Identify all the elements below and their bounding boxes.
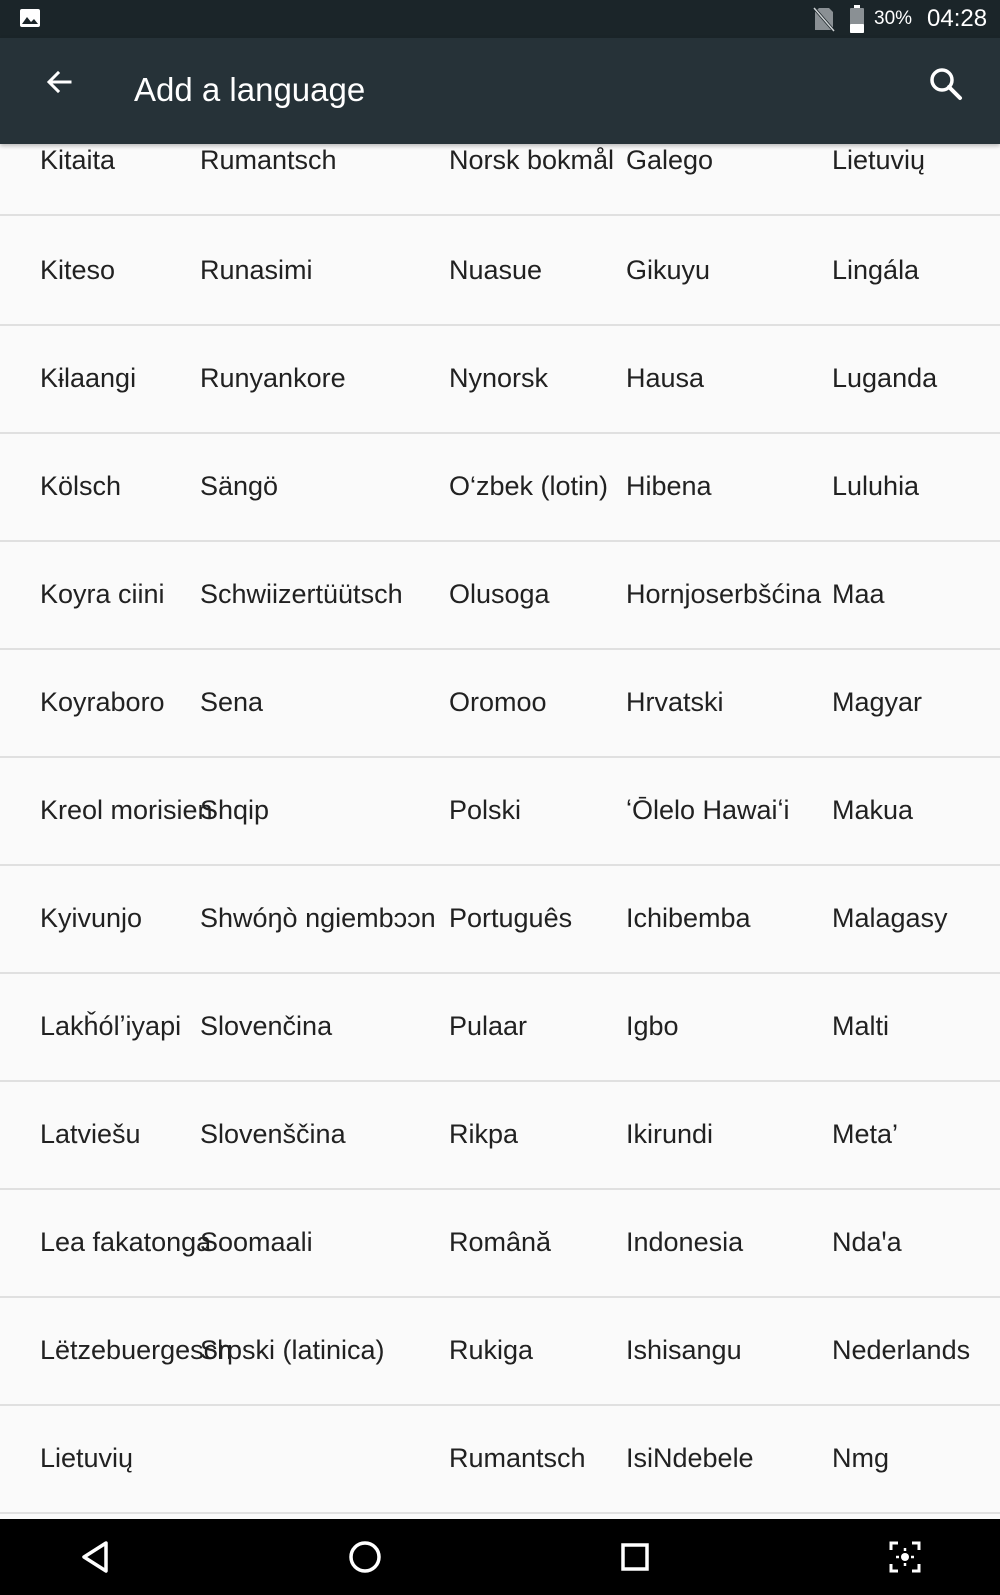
language-item[interactable]: Srpski (latinica): [200, 1335, 385, 1365]
language-item[interactable]: Luganda: [832, 363, 938, 393]
language-item[interactable]: Nederlands: [832, 1335, 971, 1365]
back-triangle-icon[interactable]: [74, 1535, 118, 1579]
language-item[interactable]: Koyra ciini: [40, 579, 165, 609]
language-item[interactable]: Maa: [832, 579, 885, 609]
language-item[interactable]: Kitaita: [40, 145, 116, 175]
language-item[interactable]: Shwóŋò ngiembɔɔn: [200, 903, 436, 933]
gallery-icon: [19, 8, 41, 28]
language-item[interactable]: Lea fakatonga: [40, 1227, 212, 1257]
language-item[interactable]: Gikuyu: [626, 255, 711, 285]
search-icon[interactable]: [926, 64, 966, 104]
language-row: [0, 1296, 1000, 1406]
language-row: [0, 1188, 1000, 1298]
language-item[interactable]: Lietuvių: [40, 1443, 134, 1473]
language-item[interactable]: ʻŌlelo Hawaiʻi: [626, 795, 790, 825]
language-item[interactable]: Soomaali: [200, 1227, 313, 1257]
language-row: [0, 756, 1000, 866]
language-item[interactable]: Rikpa: [449, 1119, 519, 1149]
language-item[interactable]: Galego: [626, 145, 714, 175]
language-item[interactable]: Olusoga: [449, 579, 550, 609]
navigation-bar: [0, 1519, 1000, 1595]
language-item[interactable]: Sängö: [200, 471, 279, 501]
language-item[interactable]: Latviešu: [40, 1119, 141, 1149]
language-item[interactable]: Runasimi: [200, 255, 313, 285]
language-item[interactable]: Română: [449, 1227, 552, 1257]
language-item[interactable]: Malti: [832, 1011, 890, 1041]
page-title: Add a language: [134, 71, 366, 108]
language-item[interactable]: Rukiga: [449, 1335, 534, 1365]
language-item[interactable]: Ndaꞌa: [832, 1227, 902, 1257]
language-item[interactable]: Lietuvių: [832, 145, 926, 175]
language-item[interactable]: Schwiizertüütsch: [200, 579, 403, 609]
language-item[interactable]: IsiNdebele: [626, 1443, 754, 1473]
language-item[interactable]: Ichibemba: [626, 903, 751, 933]
language-row: [0, 1404, 1000, 1514]
language-row: [0, 432, 1000, 542]
language-item[interactable]: Slovenščina: [200, 1119, 346, 1149]
language-row: [0, 972, 1000, 1082]
language-item[interactable]: Slovenčina: [200, 1011, 333, 1041]
language-row: [0, 648, 1000, 758]
language-item[interactable]: Magyar: [832, 687, 923, 717]
language-item[interactable]: Sena: [200, 687, 264, 717]
language-item[interactable]: Indonesia: [626, 1227, 744, 1257]
language-item[interactable]: Runyankore: [200, 363, 346, 393]
language-item[interactable]: Lakȟólʼiyapi: [40, 1011, 182, 1041]
language-row: [0, 864, 1000, 974]
language-item[interactable]: Nmg: [832, 1443, 890, 1473]
language-item[interactable]: Ikirundi: [626, 1119, 714, 1149]
home-circle-icon[interactable]: [343, 1535, 387, 1579]
language-item[interactable]: Lëtzebuergesch: [40, 1335, 233, 1365]
language-item[interactable]: O‘zbek (lotin): [449, 471, 609, 501]
battery-icon: [849, 5, 865, 33]
language-item[interactable]: Ishisangu: [626, 1335, 742, 1365]
language-row: [0, 1080, 1000, 1190]
language-row: [0, 216, 1000, 326]
language-item[interactable]: Polski: [449, 795, 522, 825]
language-item[interactable]: Kiteso: [40, 255, 116, 285]
language-item[interactable]: Malagasy: [832, 903, 948, 933]
language-item[interactable]: Nuasue: [449, 255, 543, 285]
language-item[interactable]: [200, 1404, 410, 1512]
language-item[interactable]: Rumantsch: [449, 1443, 586, 1473]
language-item[interactable]: Hornjoserbšćina: [626, 579, 822, 609]
language-item[interactable]: Pulaar: [449, 1011, 528, 1041]
screenshot-icon[interactable]: [883, 1535, 927, 1579]
language-item[interactable]: Makua: [832, 795, 914, 825]
language-item[interactable]: Hausa: [626, 363, 705, 393]
language-row: [0, 540, 1000, 650]
language-item[interactable]: Koyraboro: [40, 687, 165, 717]
language-item[interactable]: Português: [449, 903, 573, 933]
language-item[interactable]: Shqip: [200, 795, 270, 825]
language-item[interactable]: Oromoo: [449, 687, 547, 717]
language-item[interactable]: Hibena: [626, 471, 712, 501]
language-item[interactable]: Kyivunjo: [40, 903, 143, 933]
language-item[interactable]: Kreol morisien: [40, 795, 213, 825]
language-item[interactable]: Kɨlaangi: [40, 363, 137, 393]
language-item[interactable]: Hrvatski: [626, 687, 724, 717]
status-bar: [0, 0, 1000, 38]
language-item[interactable]: Igbo: [626, 1011, 679, 1041]
language-item[interactable]: Meta’: [832, 1119, 899, 1149]
language-row: [0, 324, 1000, 434]
language-item[interactable]: Nynorsk: [449, 363, 549, 393]
app-bar: [0, 38, 1000, 144]
language-item[interactable]: Luluhia: [832, 471, 920, 501]
language-item[interactable]: Norsk bokmål: [449, 145, 615, 175]
language-item[interactable]: Rumantsch: [200, 145, 337, 175]
no-sim-icon: [813, 6, 835, 32]
clock: 04:28: [927, 5, 988, 32]
language-item[interactable]: Kölsch: [40, 471, 122, 501]
back-arrow-icon[interactable]: [40, 62, 80, 102]
battery-percent: 30%: [874, 8, 913, 29]
language-grid[interactable]: [0, 144, 1000, 1519]
recents-square-icon[interactable]: [613, 1535, 657, 1579]
language-item[interactable]: Lingála: [832, 255, 920, 285]
